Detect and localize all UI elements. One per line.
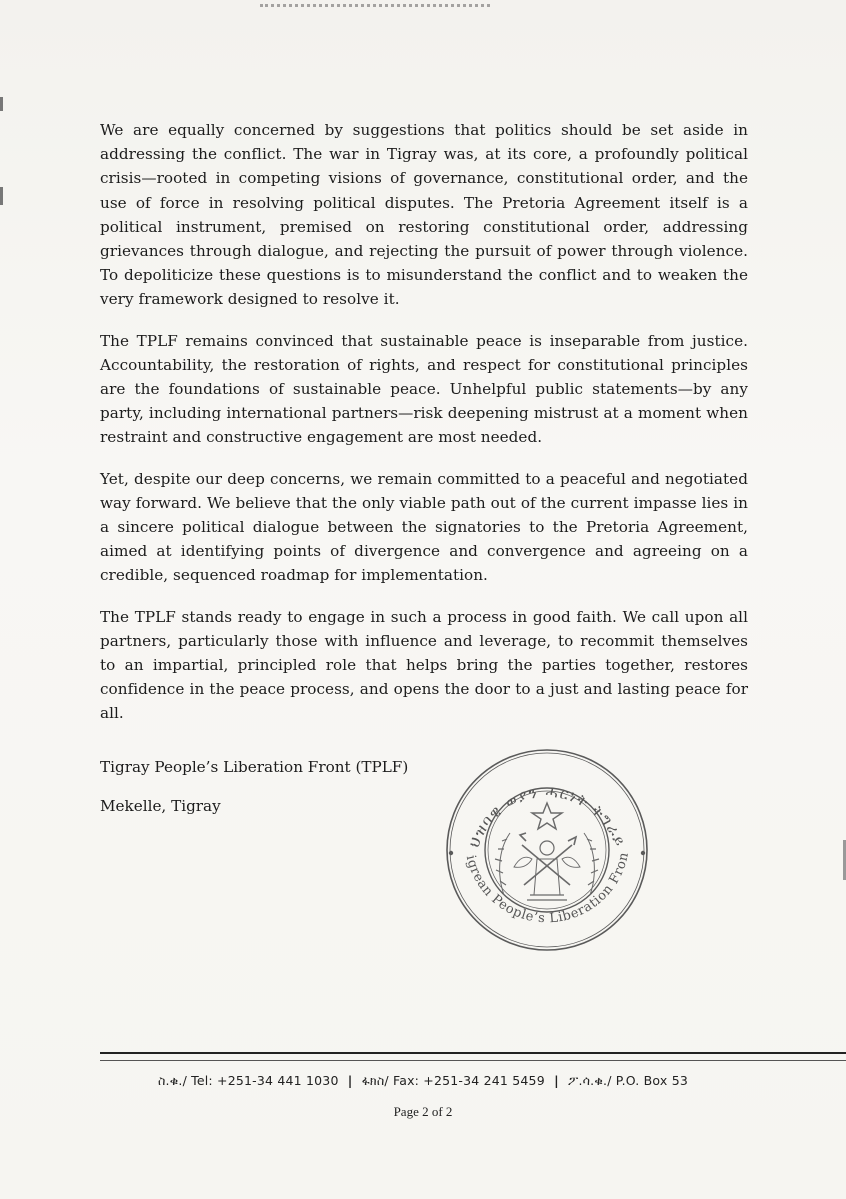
po-box-label: ፖ.ሳ.ቁ./ P.O. Box xyxy=(568,1073,668,1088)
paragraph: Yet, despite our deep concerns, we remain committed to a peaceful and negotiated way forward. We believe that the only viable path out of the current impasse lies in a sincere political dialogue between the signatories to the Pretoria Agreement, aimed at identifying points of divergence and convergence and agreeing on a credible, sequenced roadmap for implementation. xyxy=(100,469,748,585)
footer-contact-line xyxy=(0,1073,846,1089)
footer-separator: | xyxy=(347,1073,353,1088)
page-number: Page 2 of 2 xyxy=(393,1104,453,1119)
seal-emblem xyxy=(495,803,599,900)
fax-number: +251-34 241 5459 xyxy=(423,1073,545,1088)
edge-mark xyxy=(0,187,3,205)
organization-seal-stamp xyxy=(442,745,652,955)
po-box-number: 53 xyxy=(671,1073,688,1088)
signatory-location: Mekelle, Tigray xyxy=(100,797,221,815)
paragraph: We are equally concerned by suggestions that politics should be set aside in addressing the conflict. The war in Tigray was, at its core, a profoundly political crisis—rooted in competing visions of governance, constitutional order, and the use of force in resolving political disputes. The Pretoria Agreement itself is a political instrument, premised on restoring constitutional order, addressing grievances through dialogue, and rejecting the pursuit of power through violence. To depoliticize these questions is to misunderstand the conflict and to weaken the very framework designed to resolve it. xyxy=(100,121,748,309)
svg-text:ህዝባዊ ወያን ሓርነት ትግራይ xyxy=(465,783,630,850)
tel-label: ስ.ቁ./ Tel: xyxy=(157,1073,213,1088)
paragraph: The TPLF stands ready to engage in such a process in good faith. We call upon all partners, particularly those with influence and leverage, to recommit themselves to an impartial, principled role that helps bring the parties together, restores confidence in the peace process, and opens the door to a just and lasting peace for all. xyxy=(100,607,748,723)
seal-top-text: ህዝባዊ ወያን ሓርነት ትግራይ xyxy=(464,782,630,850)
letter-body xyxy=(100,118,748,743)
tel-number: +251-34 441 1030 xyxy=(217,1073,339,1088)
top-cropped-line xyxy=(260,0,490,7)
footer-separator: | xyxy=(554,1073,559,1088)
fax-label: ፋክስ/ Fax: xyxy=(361,1073,420,1088)
paragraph: The TPLF remains convinced that sustainable peace is inseparable from justice. Accountability, the restoration of rights, and respect for constitutional principles are the foundations of sustainable peace. Unhelpful public statements—by any party, including international partners—risk deepening mistrust at a moment when restraint and constructive engagement are most needed. xyxy=(100,331,748,447)
seal-bottom-text: igrean People’s Liberation Fron xyxy=(462,850,633,927)
signature-block xyxy=(100,757,408,835)
footer-divider xyxy=(100,1052,846,1061)
signatory-organization: Tigray People’s Liberation Front (TPLF) xyxy=(100,758,409,776)
edge-mark xyxy=(0,97,3,111)
